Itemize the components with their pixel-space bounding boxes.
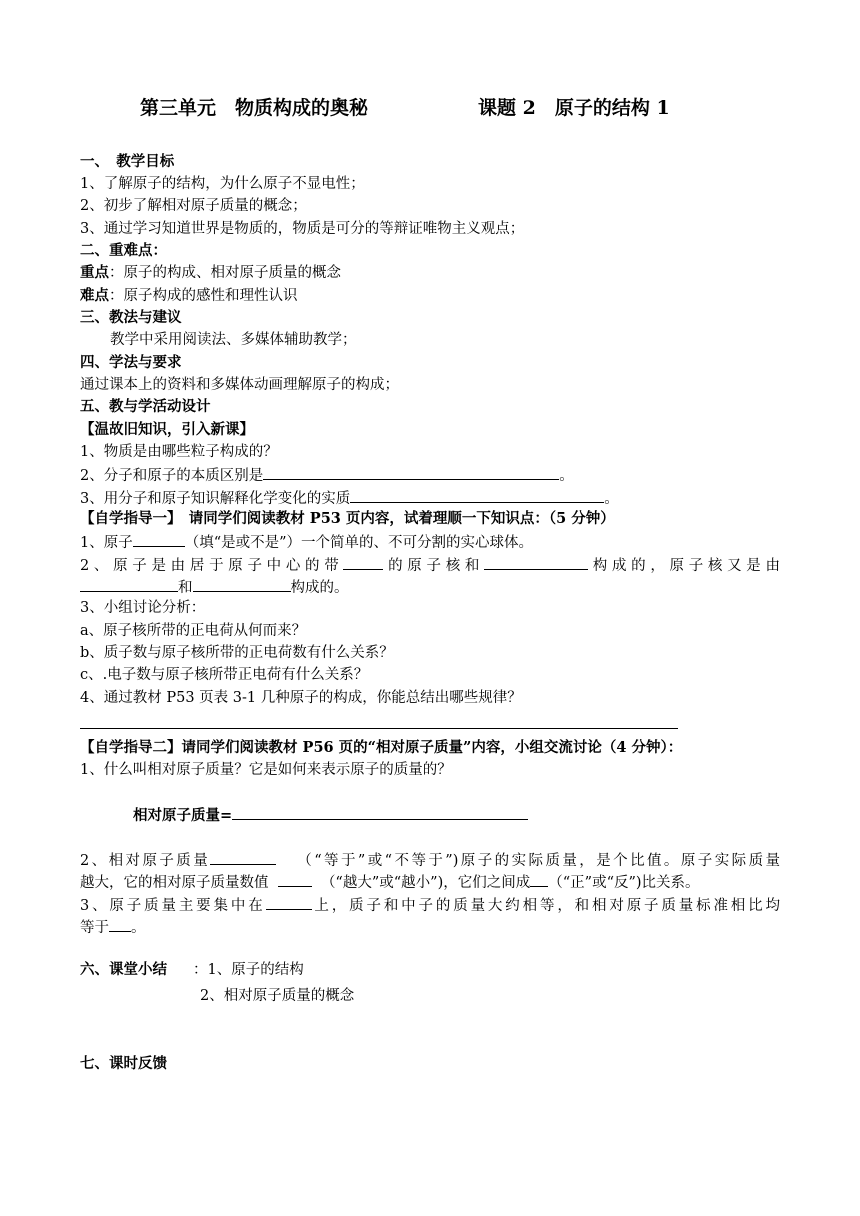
guide-text: 等于 — [80, 920, 109, 936]
guide-text: 的原子核和 — [383, 558, 485, 574]
guide-two-line — [80, 849, 780, 871]
formula-label: 相对原子质量= — [133, 807, 233, 824]
answer-blank[interactable] — [278, 871, 312, 887]
section-objectives-heading: 一、 教学目标 — [80, 153, 175, 170]
difficult-text: ：原子构成的感性和理性认识 — [109, 288, 298, 304]
guide-text: 构成的，原子核又是由 — [588, 558, 780, 574]
discussion-question: c、.电子数与原子核所带正电荷有什么关系？ — [80, 667, 369, 683]
answer-blank[interactable] — [80, 576, 178, 592]
answer-blank[interactable] — [484, 554, 588, 570]
teaching-method-text: 教学中采用阅读法、多媒体辅助教学； — [110, 332, 357, 348]
answer-rule[interactable] — [80, 728, 678, 729]
review-question-text: 2、分子和原子的本质区别是 — [80, 468, 264, 484]
review-question-end: 。 — [559, 468, 574, 484]
guide-text: 和 — [178, 580, 193, 596]
review-question-end: 。 — [604, 491, 619, 507]
guide-one-line — [80, 554, 780, 576]
key-point-line — [80, 263, 341, 283]
objective-item: 2、初步了解相对原子质量的概念； — [80, 198, 307, 214]
summary-item: 2、相对原子质量的概念 — [200, 988, 355, 1004]
guide-text: （“等于”或“不等于”)原子的实际质量，是个比值。原子实际质量 — [297, 853, 781, 869]
review-question — [80, 464, 574, 486]
answer-blank[interactable] — [232, 804, 528, 820]
difficult-point-line — [80, 286, 298, 306]
objective-item: 3、通过学习知道世界是物质的，物质是可分的等辩证唯物主义观点； — [80, 221, 525, 237]
guide-text: 上，质子和中子的质量大约相等，和相对原子质量标准相比均 — [311, 898, 781, 914]
unit-title: 第三单元 物质构成的奥秘 — [140, 97, 369, 119]
guide-one-heading: 【自学指导一】 请同学们阅读教材 P53 页内容，试着理顺一下知识点：（5 分钟） — [80, 510, 615, 527]
section-summary-heading: 六、课堂小结 — [80, 961, 167, 978]
key-label: 重点 — [80, 264, 109, 281]
answer-blank[interactable] — [210, 849, 276, 865]
summary-item: ：1、原子的结构 — [193, 962, 304, 978]
topic-title: 课题 2 原子的结构 1 — [478, 97, 670, 119]
guide-one-line: 3、小组讨论分析： — [80, 600, 206, 616]
answer-blank[interactable] — [266, 894, 312, 910]
guide-text: 。 — [131, 920, 146, 936]
guide-two-line — [80, 916, 146, 938]
objective-item: 1、了解原子的结构，为什么原子不显电性； — [80, 176, 365, 192]
section-key-points-heading: 二、重难点： — [80, 242, 167, 259]
key-text: ：原子的构成、相对原子质量的概念 — [109, 265, 341, 281]
guide-text: 越大，它的相对原子质量数值 — [80, 875, 269, 891]
answer-blank[interactable] — [343, 554, 383, 570]
review-question: 1、物质是由哪些粒子构成的？ — [80, 444, 278, 460]
discussion-question: b、质子数与原子核所带的正电荷数有什么关系？ — [80, 645, 394, 661]
section-learning-method-heading: 四、学法与要求 — [80, 354, 182, 371]
discussion-question: a、原子核所带的正电荷从何而来？ — [80, 623, 307, 639]
section-teaching-method-heading: 三、教法与建议 — [80, 309, 182, 326]
learning-method-text: 通过课本上的资料和多媒体动画理解原子的构成； — [80, 377, 399, 393]
guide-one-line — [80, 576, 349, 598]
guide-text: 构成的。 — [290, 580, 349, 596]
section-feedback-heading: 七、课时反馈 — [80, 1055, 167, 1072]
guide-two-line — [80, 894, 780, 916]
guide-one-line — [80, 531, 533, 553]
guide-text: 1、原子 — [80, 535, 133, 551]
review-question-text: 3、用分子和原子知识解释化学变化的实质 — [80, 491, 351, 507]
difficult-label: 难点 — [80, 287, 109, 304]
summary-line — [80, 960, 304, 980]
guide-text: （“越大”或“越小”)，它们之间成 — [320, 875, 531, 891]
answer-blank[interactable] — [193, 576, 291, 592]
formula-line — [133, 804, 528, 826]
answer-blank[interactable] — [263, 464, 559, 480]
guide-two-line: 1、什么叫相对原子质量？它是如何来表示原子的质量的？ — [80, 762, 452, 778]
answer-blank[interactable] — [530, 871, 548, 887]
guide-text: 2、原子是由居于原子中心的带 — [80, 558, 344, 574]
review-heading: 【温故旧知识，引入新课】 — [80, 421, 254, 438]
guide-one-line: 4、通过教材 P53 页表 3-1 几种原子的构成，你能总结出哪些规律？ — [80, 690, 522, 706]
answer-blank[interactable] — [350, 487, 604, 503]
guide-text: 3、原子质量主要集中在 — [80, 898, 266, 914]
guide-text: 2、相对原子质量 — [80, 853, 211, 869]
guide-text: （填“是或不是”）一个简单的、不可分割的实心球体。 — [184, 535, 534, 551]
answer-blank[interactable] — [133, 531, 185, 547]
section-activities-heading: 五、教与学活动设计 — [80, 398, 211, 415]
guide-two-line — [80, 871, 700, 893]
answer-blank[interactable] — [109, 916, 131, 932]
review-question — [80, 487, 619, 509]
guide-text: （“正”或“反”)比关系。 — [548, 875, 700, 891]
guide-two-heading: 【自学指导二】请同学们阅读教材 P56 页的“相对原子质量”内容，小组交流讨论（4 分钟）： — [80, 739, 683, 756]
